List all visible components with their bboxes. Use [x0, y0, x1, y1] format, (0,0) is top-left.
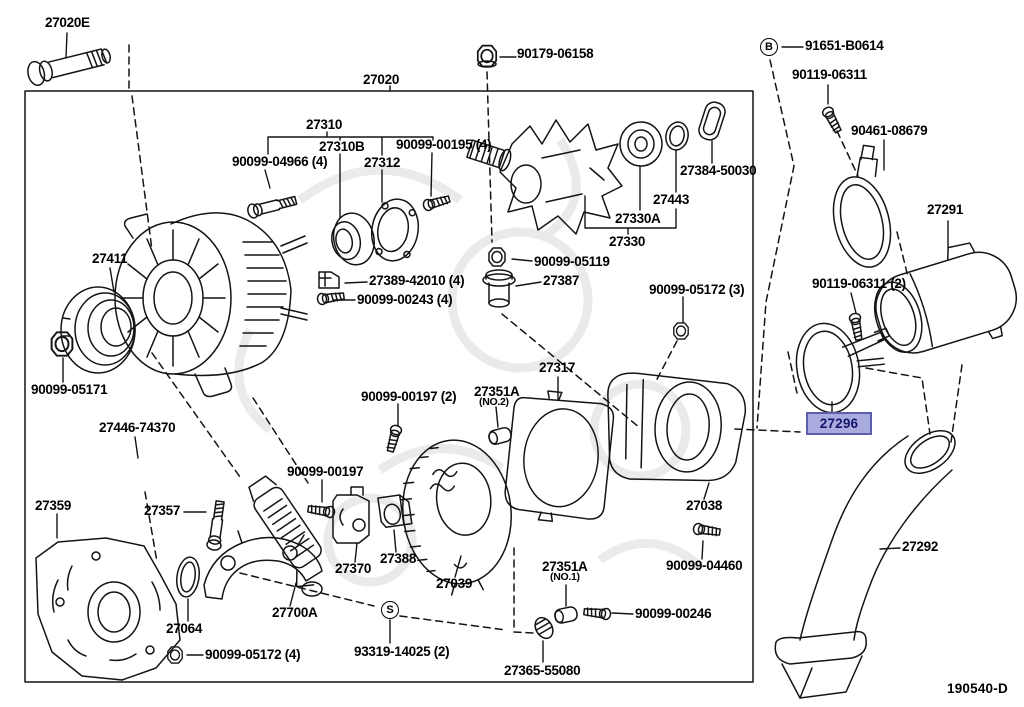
part-label-90099-00195[interactable]: 90099-00195 (4): [396, 137, 492, 152]
watermark-pattern: [239, 137, 700, 582]
hose-27292-drawing: [775, 422, 962, 698]
part-label-91651-b0614[interactable]: 91651-B0614: [805, 38, 884, 53]
part-label-90099-04460[interactable]: 90099-04460: [666, 558, 743, 573]
part-label-90099-05172-3[interactable]: 90099-05172 (3): [649, 282, 745, 297]
part-label-27292[interactable]: 27292: [902, 539, 939, 554]
reference-symbol-s: S: [381, 601, 399, 619]
part-label-27384-50030[interactable]: 27384-50030: [680, 163, 757, 178]
bolt-27020e-drawing: [26, 43, 113, 87]
part-label-27317[interactable]: 27317: [539, 360, 576, 375]
part-label-90099-00197-2[interactable]: 90099-00197 (2): [361, 389, 457, 404]
screw-04966-drawing: [246, 194, 297, 219]
part-label-90099-00246[interactable]: 90099-00246: [635, 606, 712, 621]
part-label-27296-highlighted[interactable]: 27296: [806, 412, 872, 435]
part-label-27330[interactable]: 27330: [609, 234, 646, 249]
part-label-90119-06311-2[interactable]: 90119-06311 (2): [812, 276, 906, 291]
part-label-27330a[interactable]: 27330A: [615, 211, 661, 226]
terminal-27351a-no2-drawing: [488, 426, 513, 445]
part-label-27020e[interactable]: 27020E: [45, 15, 90, 30]
screw-06311-2-drawing: [849, 313, 864, 341]
part-label-27365-55080[interactable]: 27365-55080: [504, 663, 581, 678]
nut-05119-drawing: [489, 248, 505, 266]
part-label-90461-08679[interactable]: 90461-08679: [851, 123, 928, 138]
bearing-27330a-drawing: [620, 122, 662, 166]
part-label-27359[interactable]: 27359: [35, 498, 72, 513]
cover-27387-drawing: [483, 270, 515, 307]
screw-00246-drawing: [584, 606, 612, 620]
cover-27359-drawing: [36, 538, 180, 680]
clamp-27296-drawing: [790, 312, 901, 417]
part-label-90099-04966[interactable]: 90099-04966 (4): [232, 154, 328, 169]
screw-00195-drawing: [422, 194, 451, 212]
part-label-27064[interactable]: 27064: [166, 621, 203, 636]
part-label-27351a-no2[interactable]: 27351A: [474, 384, 520, 399]
part-label-90099-00243[interactable]: 90099-00243 (4): [357, 292, 453, 307]
part-label-90179-06158[interactable]: 90179-06158: [517, 46, 594, 61]
part-label-27443[interactable]: 27443: [653, 192, 690, 207]
stator-27039-drawing: [396, 435, 520, 599]
pulley-27411-drawing: [61, 287, 135, 373]
part-label-90099-05119[interactable]: 90099-05119: [534, 254, 610, 269]
rectifier-27700a-drawing: [236, 473, 336, 593]
screw-00197-2-drawing: [385, 424, 402, 452]
bearing-27310b-drawing: [327, 209, 379, 269]
part-label-27700a[interactable]: 27700A: [272, 605, 318, 620]
terminal-27351a-no1-drawing: [554, 606, 578, 624]
part-label-27020[interactable]: 27020: [363, 72, 400, 87]
stud-27357-drawing: [206, 500, 227, 550]
nut-05172-3-drawing: [674, 323, 688, 339]
part-label-90099-05171[interactable]: 90099-05171: [31, 382, 108, 397]
nut-90179-drawing: [478, 46, 496, 67]
part-label-90119-06311[interactable]: 90119-06311: [792, 67, 867, 82]
grommet-27365-drawing: [532, 614, 557, 641]
reference-symbol-b: B: [760, 38, 778, 56]
seal-27443-drawing: [663, 120, 690, 152]
part-label-90099-00197[interactable]: 90099-00197: [287, 464, 364, 479]
screw-04460-drawing: [693, 523, 721, 538]
part-label-27291[interactable]: 27291: [927, 202, 964, 217]
alignment-dashes: [129, 45, 962, 633]
part-label-93319-14025[interactable]: 93319-14025 (2): [354, 644, 450, 659]
part-sublabel-no2: (NO.2): [479, 396, 509, 408]
part-sublabel-no1: (NO.1): [550, 571, 580, 583]
clip-27389-drawing: [319, 272, 339, 288]
part-label-27446-74370[interactable]: 27446-74370: [99, 420, 176, 435]
nut-05172-4-drawing: [168, 647, 182, 663]
part-label-27310b[interactable]: 27310B: [319, 139, 365, 154]
screw-00243-drawing: [317, 290, 345, 305]
part-label-90099-05172-4[interactable]: 90099-05172 (4): [205, 647, 301, 662]
leader-lines: [57, 33, 948, 662]
seal-27384-drawing: [697, 100, 728, 142]
part-label-27312[interactable]: 27312: [364, 155, 401, 170]
part-label-27389-42010[interactable]: 27389-42010 (4): [369, 273, 465, 288]
clamp-90461-drawing: [818, 143, 902, 273]
part-label-27310[interactable]: 27310: [306, 117, 343, 132]
part-label-27411[interactable]: 27411: [92, 251, 128, 266]
part-label-27387[interactable]: 27387: [543, 273, 580, 288]
part-label-27357[interactable]: 27357: [144, 503, 181, 518]
part-label-27370[interactable]: 27370: [335, 561, 372, 576]
plate-27312-drawing: [367, 195, 423, 264]
part-label-27038[interactable]: 27038: [686, 498, 723, 513]
oring-27064-drawing: [174, 556, 201, 599]
part-label-27388[interactable]: 27388: [380, 551, 417, 566]
part-label-27351a-no1[interactable]: 27351A: [542, 559, 588, 574]
figure-code: 190540-D: [947, 681, 1008, 696]
screw-06311-drawing: [821, 105, 843, 134]
part-label-27039[interactable]: 27039: [436, 576, 473, 591]
alternator-body-drawing: [115, 213, 307, 397]
